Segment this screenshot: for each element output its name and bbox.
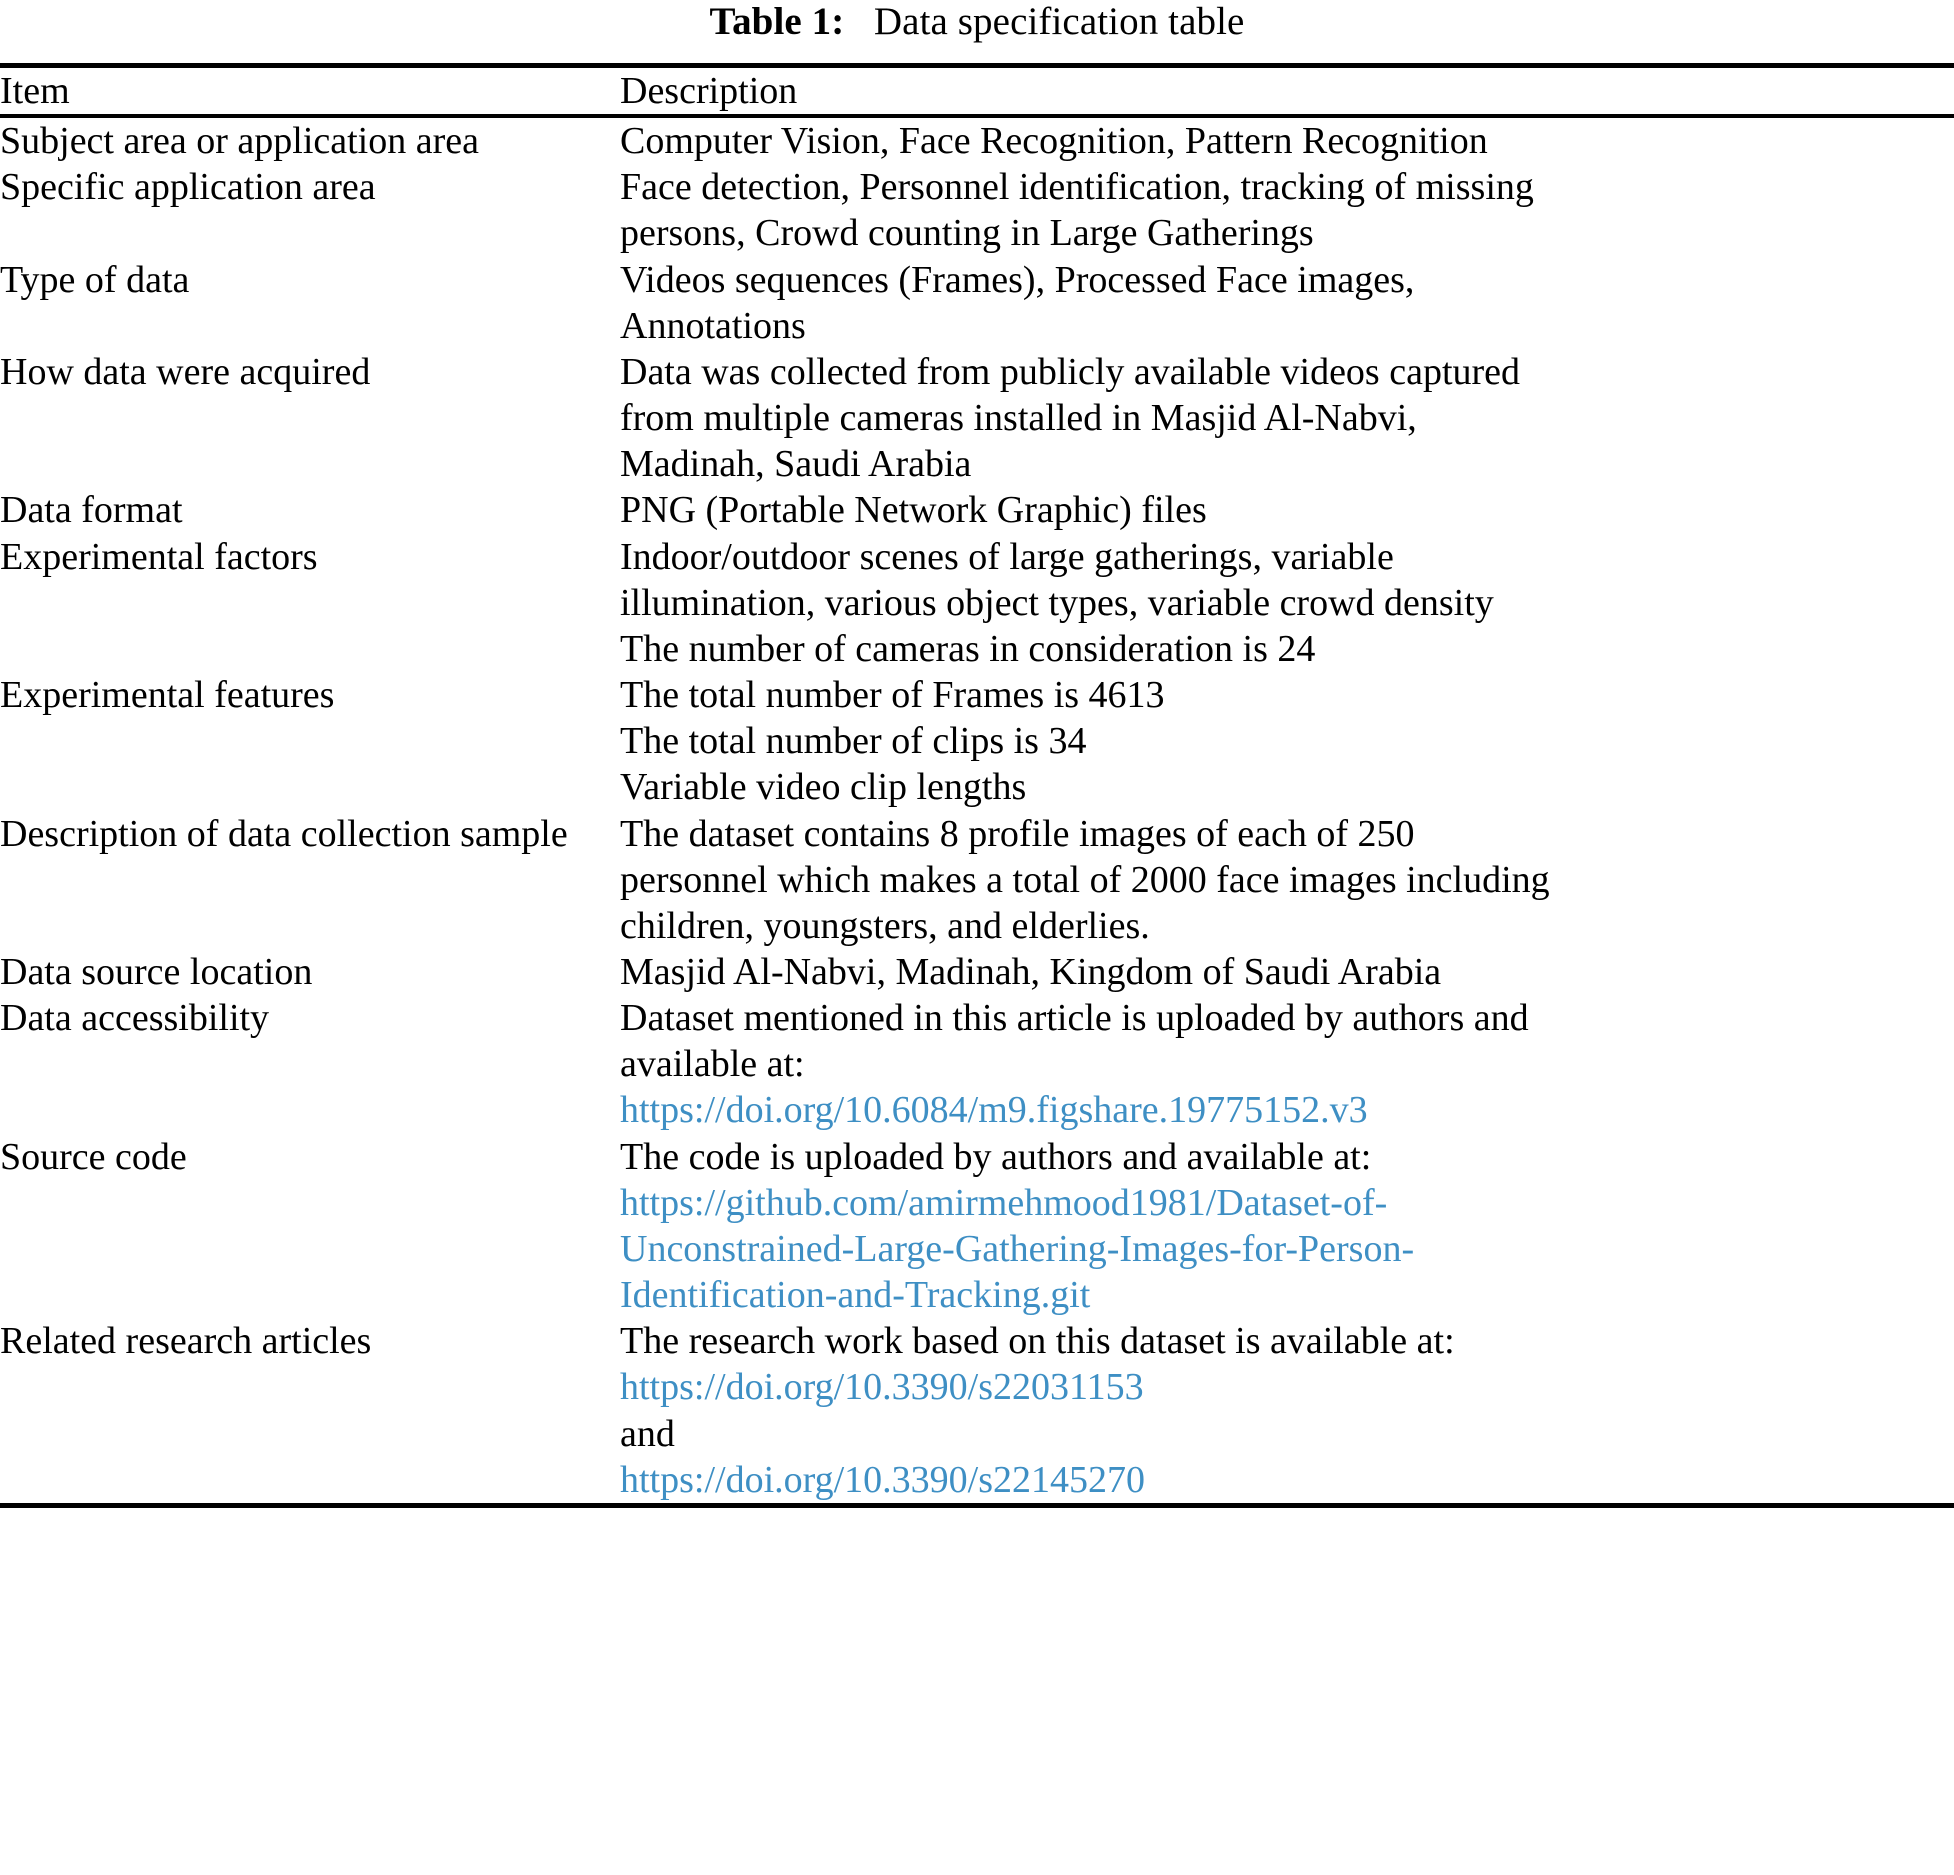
table-row [0,672,1954,810]
row-description [620,534,1954,672]
description-line: persons, Crowd counting in Large Gatherings [620,212,1314,255]
row-description [620,949,1954,995]
description-line: Data was collected from publicly available videos captured [620,350,1521,393]
description-link[interactable]: Identification-and-Tracking.git [620,1274,1091,1317]
row-description [620,118,1954,164]
table-header-row [0,68,1954,114]
row-item-label: Subject area or application area [0,120,479,163]
description-line: Videos sequences (Frames), Processed Face images, [620,258,1415,301]
description-line: children, youngsters, and elderlies. [620,904,1150,947]
table-caption [0,0,1954,51]
description-line: Indoor/outdoor scenes of large gatherings, variable [620,535,1394,578]
description-line: Computer Vision, Face Recognition, Pattern Recognition [620,120,1488,163]
row-item-label: Experimental features [0,674,335,717]
table-caption-label: Table 1: [709,0,845,43]
description-line: and [620,1412,675,1455]
row-item-label: Data source location [0,950,313,993]
description-line: illumination, various object types, variable crowd density [620,581,1494,624]
description-line: Dataset mentioned in this article is uploaded by authors and [620,997,1529,1040]
table-row [0,257,1954,349]
description-line: Madinah, Saudi Arabia [620,443,972,486]
table-row [0,995,1954,1133]
description-link[interactable]: https://doi.org/10.6084/m9.figshare.19775152.v3 [620,1089,1368,1132]
row-item-label: Specific application area [0,166,376,209]
column-header-description: Description [620,70,798,112]
row-item-label: Related research articles [0,1320,372,1363]
row-description [620,164,1954,256]
description-line: The number of cameras in consideration is 24 [620,627,1316,670]
table-row [0,487,1954,533]
description-link[interactable]: https://github.com/amirmehmood1981/Dataset-of- [620,1181,1388,1224]
table-row [0,164,1954,256]
row-description [620,672,1954,810]
row-description [620,811,1954,949]
data-specification-body [0,118,1954,1503]
data-specification-table [0,68,1954,114]
description-line: The dataset contains 8 profile images of each of 250 [620,812,1415,855]
table-row [0,534,1954,672]
row-description [620,257,1954,349]
row-item-label: Description of data collection sample [0,812,568,855]
description-link[interactable]: https://doi.org/10.3390/s22145270 [620,1458,1146,1501]
row-item-label: How data were acquired [0,350,371,393]
row-item-label: Data format [0,489,183,532]
row-item-label: Data accessibility [0,997,270,1040]
row-description [620,487,1954,533]
description-line: PNG (Portable Network Graphic) files [620,489,1207,532]
description-link[interactable]: Unconstrained-Large-Gathering-Images-for-Person- [620,1227,1415,1270]
description-line: Annotations [620,304,806,347]
table-row [0,118,1954,164]
description-line: from multiple cameras installed in Masjid Al-Nabvi, [620,397,1417,440]
description-line: Variable video clip lengths [620,766,1027,809]
table-bottom-rule [0,1503,1954,1508]
table-row [0,1318,1954,1503]
row-item-label: Type of data [0,258,190,301]
row-item-label: Experimental factors [0,535,318,578]
column-header-item: Item [0,70,70,112]
row-description [620,349,1954,487]
row-item-label: Source code [0,1135,187,1178]
table-row [0,949,1954,995]
row-description [620,1134,1954,1319]
table-caption-text: Data specification table [873,0,1245,43]
description-line: The total number of Frames is 4613 [620,674,1165,717]
description-line: Masjid Al-Nabvi, Madinah, Kingdom of Saudi Arabia [620,950,1442,993]
table-row [0,1134,1954,1319]
description-line: Face detection, Personnel identification, tracking of missing [620,166,1534,209]
table-row [0,811,1954,949]
row-description [620,995,1954,1133]
table-row [0,349,1954,487]
description-line: The code is uploaded by authors and available at: [620,1135,1372,1178]
description-line: The total number of clips is 34 [620,720,1087,763]
row-description [620,1318,1954,1503]
description-line: The research work based on this dataset is available at: [620,1320,1455,1363]
description-line: personnel which makes a total of 2000 face images including [620,858,1550,901]
description-link[interactable]: https://doi.org/10.3390/s22031153 [620,1366,1144,1409]
table-body [0,118,1954,1503]
description-line: available at: [620,1043,805,1086]
